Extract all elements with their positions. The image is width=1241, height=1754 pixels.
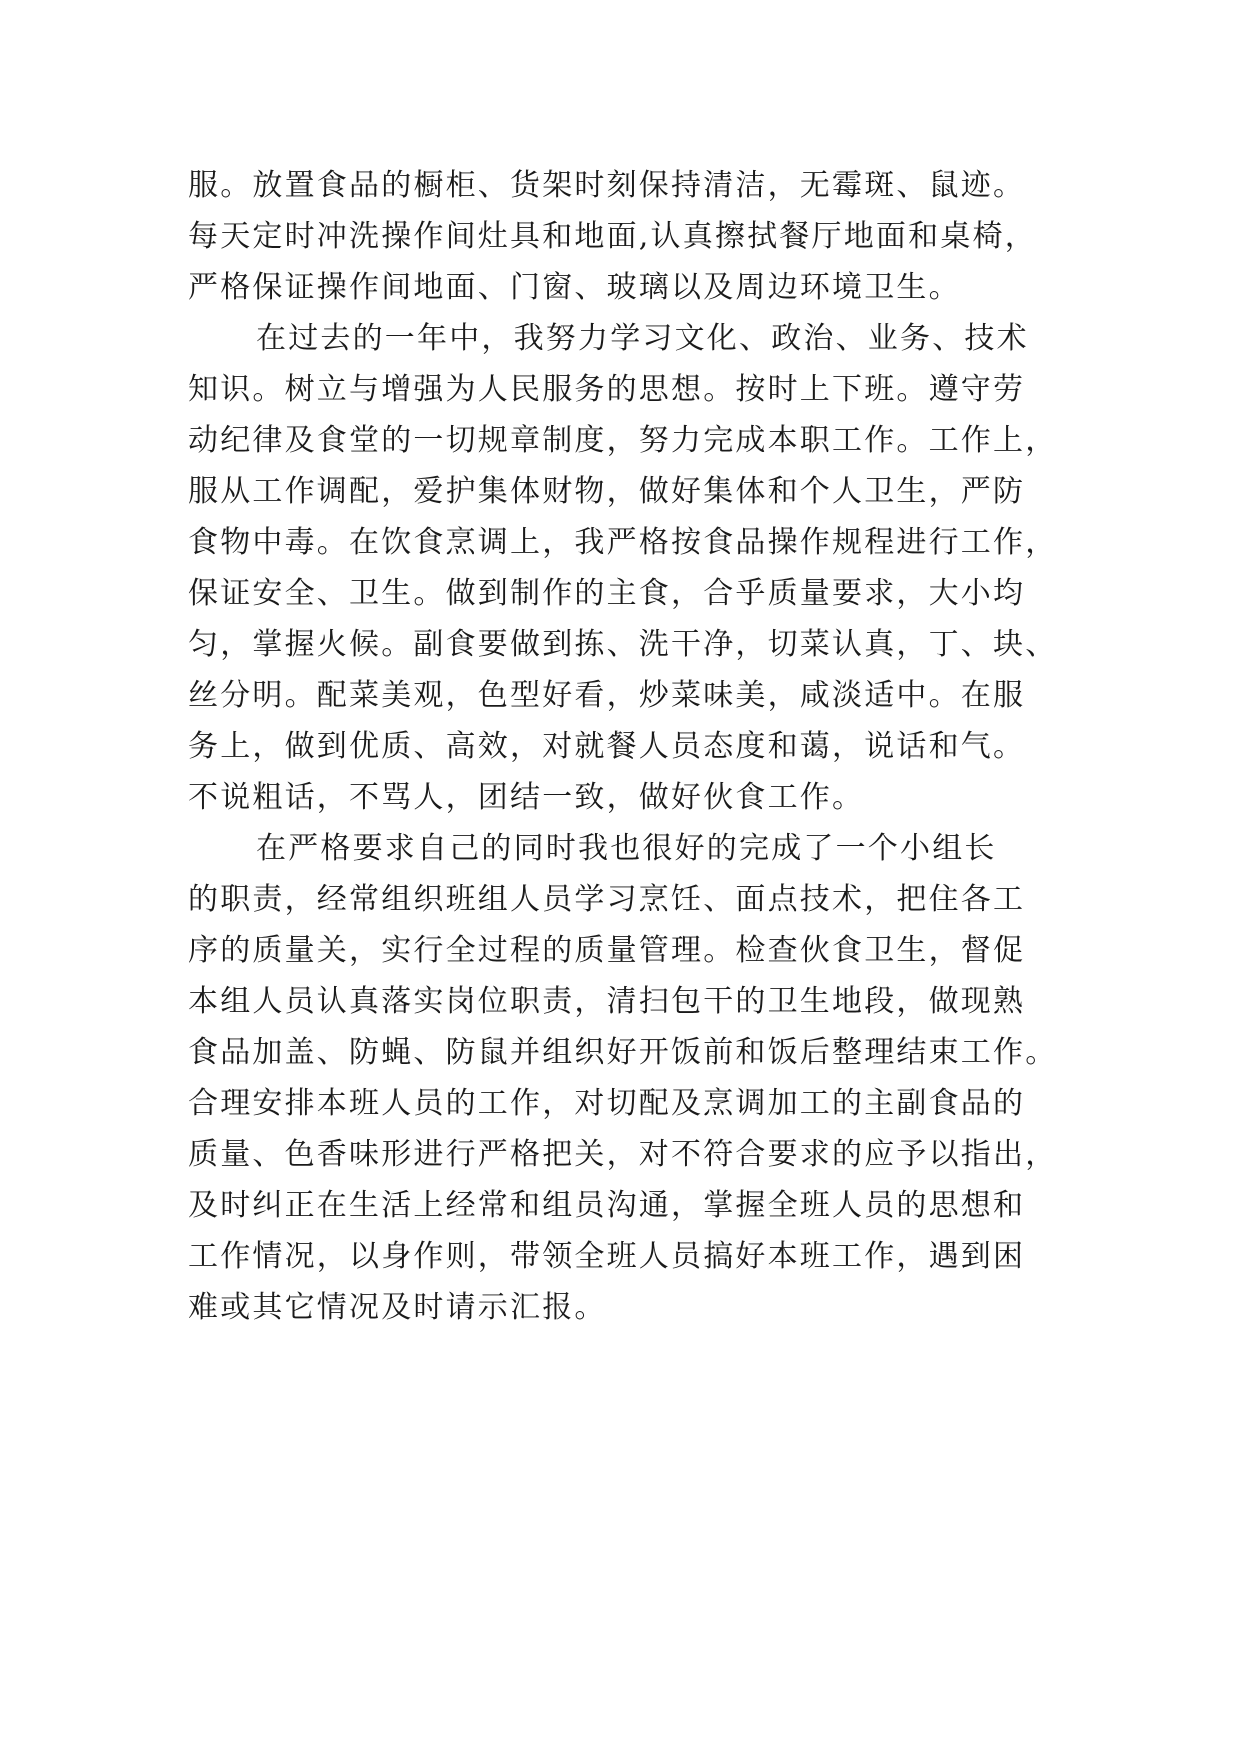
text-line: 知识。树立与增强为人民服务的思想。按时上下班。遵守劳 — [188, 372, 1026, 407]
text-line: 难或其它情况及时请示汇报。 — [188, 1290, 607, 1325]
text-line: 保证安全、卫生。做到制作的主食，合乎质量要求，大小均 — [188, 576, 1026, 611]
text-line: 严格保证操作间地面、门窗、玻璃以及周边环境卫生。 — [188, 270, 961, 305]
text-line: 本组人员认真落实岗位职责，清扫包干的卫生地段，做现熟 — [188, 984, 1026, 1019]
body-text — [188, 160, 1088, 1333]
text-line: 匀，掌握火候。副食要做到拣、洗干净，切菜认真，丁、块、 — [188, 627, 1058, 662]
text-line: 食物中毒。在饮食烹调上，我严格按食品操作规程进行工作， — [188, 525, 1058, 560]
text-line: 每天定时冲洗操作间灶具和地面,认真擦拭餐厅地面和桌椅， — [188, 219, 1037, 254]
text-line: 质量、色香味形进行严格把关，对不符合要求的应予以指出， — [188, 1137, 1058, 1172]
text-line: 务上，做到优质、高效，对就餐人员态度和蔼，说话和气。 — [188, 729, 1026, 764]
text-line: 动纪律及食堂的一切规章制度，努力完成本职工作。工作上， — [188, 423, 1058, 458]
text-line: 服。放置食品的橱柜、货架时刻保持清洁，无霉斑、鼠迹。 — [188, 168, 1026, 203]
text-line: 服从工作调配，爱护集体财物，做好集体和个人卫生，严防 — [188, 474, 1026, 509]
text-line: 丝分明。配菜美观，色型好看，炒菜味美，咸淡适中。在服 — [188, 678, 1026, 713]
text-line: 的职责，经常组织班组人员学习烹饪、面点技术，把住各工 — [188, 882, 1026, 917]
text-line: 不说粗话，不骂人，团结一致，做好伙食工作。 — [188, 780, 865, 815]
text-line: 食品加盖、防蝇、防鼠并组织好开饭前和饭后整理结束工作。 — [188, 1035, 1058, 1070]
text-line: 及时纠正在生活上经常和组员沟通，掌握全班人员的思想和 — [188, 1188, 1026, 1223]
text-line: 工作情况，以身作则，带领全班人员搞好本班工作，遇到困 — [188, 1239, 1026, 1274]
text-line: 序的质量关，实行全过程的质量管理。检查伙食卫生，督促 — [188, 933, 1026, 968]
text-line: 合理安排本班人员的工作，对切配及烹调加工的主副食品的 — [188, 1086, 1026, 1121]
text-line: 在严格要求自己的同时我也很好的完成了一个小组长 — [256, 831, 997, 866]
text-line: 在过去的一年中，我努力学习文化、政治、业务、技术 — [256, 321, 1029, 356]
